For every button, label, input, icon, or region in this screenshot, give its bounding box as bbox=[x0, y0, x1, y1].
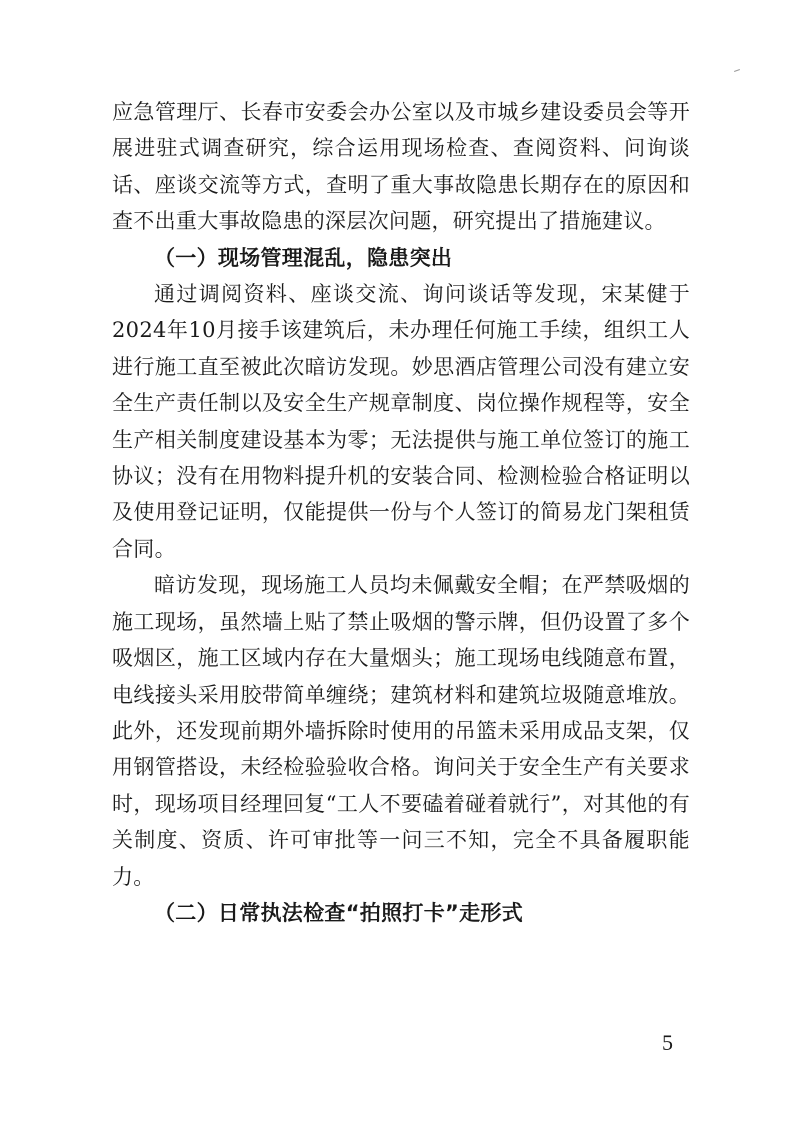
paragraph-inspection-findings: 暗访发现，现场施工人员均未佩戴安全帽；在严禁吸烟的施工现场，虽然墙上贴了禁止吸烟的警示牌，但仍设置了多个吸烟区，施工区域内存在大量烟头；施工现场电线随意布置，电线接头采用胶带简单缠绕；建筑材料和建筑垃圾随意堆放。此外，还发现前期外墙拆除时使用的吊篮未采用成品支架，仅用钢管搭设，未经检验验收合格。询问关于安全生产有关要求时，现场项目经理回复“工人不要磕着碰着就行”，对其他的有关制度、资质、许可审批等一问三不知，完全不具备履职能力。 bbox=[112, 573, 690, 889]
section-heading-2: （二）日常执法检查“拍照打卡”走形式 bbox=[154, 900, 524, 925]
paragraph-investigation: 通过调阅资料、座谈交流、询问谈话等发现，宋某健于2024年10月接手该建筑后，未办理任何施工手续，组织工人进行施工直至被此次暗访发现。妙思酒店管理公司没有建立安全生产责任制以及安全生产规章制度、岗位操作规程等，安全生产相关制度建设基本为零；无法提供与施工单位签订的施工协议；没有在用物料提升机的安装合同、检测检验合格证明以及使用登记证明，仅能提供一份与个人签订的简易龙门架租赁合同。 bbox=[112, 282, 690, 561]
paragraph-continuation: 应急管理厅、长春市安委会办公室以及市城乡建设委员会等开展进驻式调查研究，综合运用现场检查、查阅资料、问询谈话、座谈交流等方式，查明了重大事故隐患长期存在的原因和查不出重大事故隐患的深层次问题，研究提出了措施建议。 bbox=[112, 100, 690, 234]
page-number: 5 bbox=[662, 1030, 673, 1055]
body-text bbox=[112, 94, 690, 931]
scan-mark bbox=[734, 69, 740, 72]
section-heading-1: （一）现场管理混乱，隐患突出 bbox=[154, 245, 453, 270]
